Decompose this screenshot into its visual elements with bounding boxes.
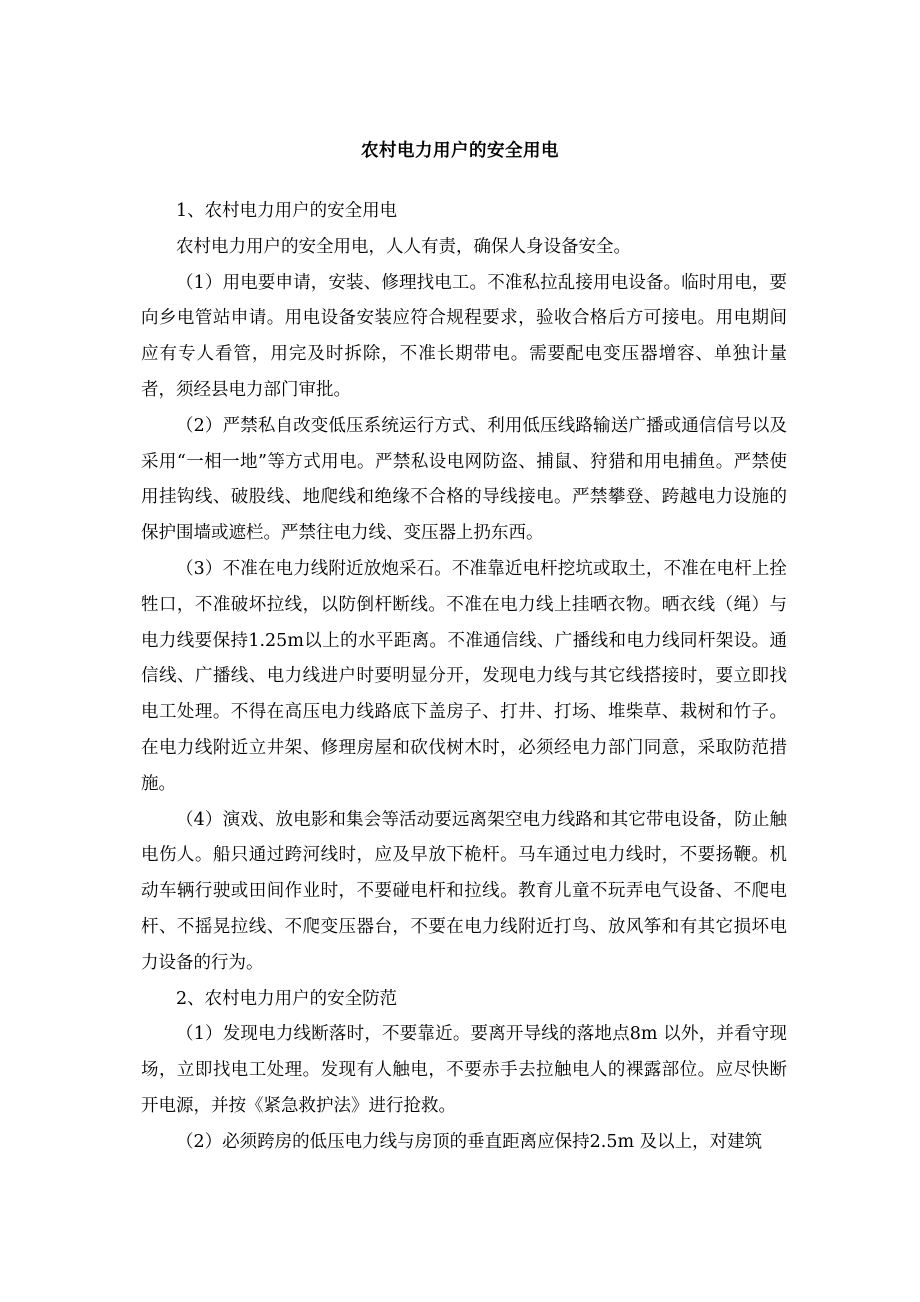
paragraph-safety-2: （2）必须跨房的低压电力线与房顶的垂直距离应保持2.5m 及以上，对建筑 xyxy=(176,1131,763,1152)
document-body xyxy=(141,194,787,1161)
paragraph-item-4: （4）演戏、放电影和集会等活动要远离架空电力线路和其它带电设备，防止触电伤人。船只通过跨河线时，应及早放下桅杆。马车通过电力线时，不要扬鞭。机动车辆行驶或田间作业时，不要碰电杆和拉线。教育儿童不玩弄电气设备、不爬电杆、不摇晃拉线、不爬变压器台，不要在电力线附近打鸟、放风筝和有其它损坏电力设备的行为。 xyxy=(141,809,787,973)
section-heading-1: 1、农村电力用户的安全用电 xyxy=(176,201,398,221)
paragraph-safety-1: （1）发现电力线断落时，不要靠近。要离开导线的落地点8m 以外，并看守现场，立即找电工处理。发现有人触电，不要赤手去拉触电人的裸露部位。应尽快断开电源，并按《紧急救护法》进行抢救。 xyxy=(141,1024,787,1116)
paragraph-item-3: （3）不准在电力线附近放炮采石。不准靠近电杆挖坑或取土，不准在电杆上拴牲口，不准破坏拉线，以防倒杆断线。不准在电力线上挂晒衣物。晒衣线（绳）与电力线要保持1.25m以上的水平距离。不准通信线、广播线和电力线同杆架设。通信线、广播线、电力线进户时要明显分开，发现电力线与其它线搭接时，要立即找电工处理。不得在高压电力线路底下盖房子、打井、打场、堆柴草、栽树和竹子。在电力线附近立井架、修理房屋和砍伐树木时，必须经电力部门同意，采取防范措施。 xyxy=(141,558,787,794)
paragraph-item-2: （2）严禁私自改变低压系统运行方式、利用低压线路输送广播或通信信号以及采用“一相一地”等方式用电。严禁私设电网防盗、捕鼠、狩猎和用电捕鱼。严禁使用挂钩线、破股线、地爬线和绝缘不合格的导线接电。严禁攀登、跨越电力设施的保护围墙或遮栏。严禁往电力线、变压器上扔东西。 xyxy=(141,415,787,544)
paragraph-item-1: （1）用电要申请，安装、修理找电工。不准私拉乱接用电设备。临时用电，要向乡电管站申请。用电设备安装应符合规程要求，验收合格后方可接电。用电期间应有专人看管，用完及时拆除，不准长期带电。需要配电变压器增容、单独计量者，须经县电力部门审批。 xyxy=(141,272,787,400)
section-heading-2: 2、农村电力用户的安全防范 xyxy=(176,988,398,1009)
paragraph-intro: 农村电力用户的安全用电，人人有责，确保人身设备安全。 xyxy=(176,236,631,257)
document-title: 农村电力用户的安全用电 xyxy=(361,141,559,161)
